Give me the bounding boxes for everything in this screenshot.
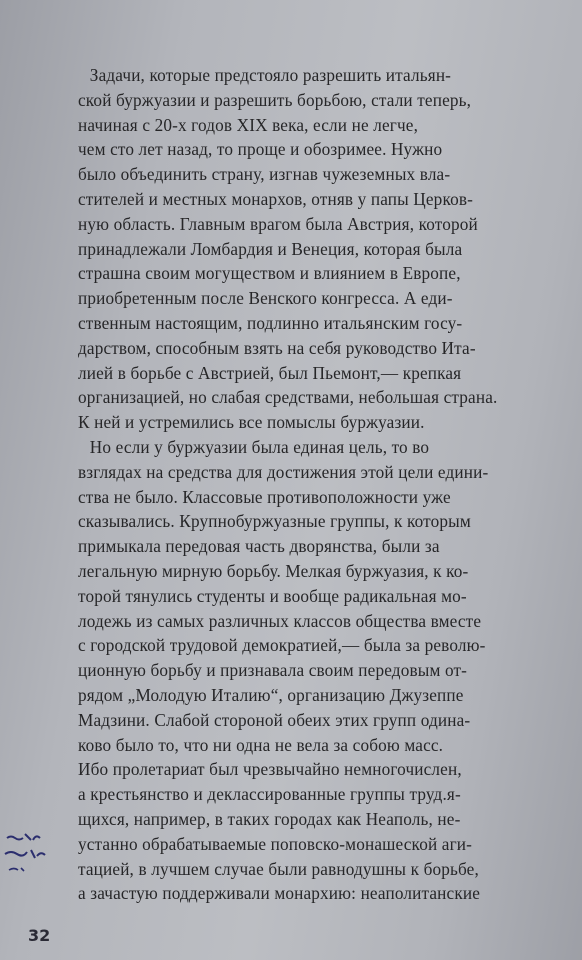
text-line: Задачи, которые предстояло разрешить итальян- bbox=[89, 65, 452, 85]
text-line: сказывались. Крупнобуржуазные группы, к которым bbox=[78, 511, 471, 532]
text-line: лодежь из самых различных классов общества вместе bbox=[78, 610, 482, 631]
text-line: ской буржуазии и разрешить борьбою, стали теперь, bbox=[78, 89, 472, 110]
paragraph bbox=[78, 63, 582, 435]
text-line: стителей и местных монархов, отняв у папы Церков- bbox=[78, 188, 474, 209]
text-line: ково было то, что ни одна не вела за собою масс. bbox=[78, 734, 444, 755]
text-line: Ибо пролетариат был чрезвычайно немногочислен, bbox=[78, 759, 462, 780]
text-line: ства не было. Классовые противоположности уже bbox=[78, 486, 451, 507]
handwritten-margin-note bbox=[3, 826, 73, 886]
text-line: легальную мирную борьбу. Мелкая буржуазия, к ко- bbox=[78, 560, 469, 581]
text-line: страшна своим могуществом и влиянием в Европе, bbox=[78, 263, 461, 284]
text-line: организацией, но слабая средствами, небольшая страна. bbox=[78, 387, 498, 408]
text-line: начиная с 20-х годов XIX века, если не легче, bbox=[78, 114, 419, 135]
text-line: дарством, способным взять на себя руководство Ита- bbox=[78, 337, 476, 358]
text-line: а крестьянство и деклассированные группы труд.я- bbox=[78, 784, 461, 805]
text-line: Мадзини. Слабой стороной обеих этих групп одина- bbox=[78, 709, 471, 730]
text-line: ную область. Главным врагом была Австрия, которой bbox=[78, 213, 478, 234]
text-line: ционную борьбу и признавала своим передовым от- bbox=[78, 660, 468, 681]
paragraph bbox=[78, 435, 582, 906]
text-line: примыкала передовая часть дворянства, были за bbox=[78, 536, 440, 557]
text-line: К ней и устремились все помыслы буржуазии. bbox=[78, 412, 425, 433]
text-line: взглядах на средства для достижения этой цели едини- bbox=[78, 461, 489, 482]
text-line: устанно обрабатываемые поповско-монашеской аги- bbox=[78, 833, 473, 854]
text-line: тацией, в лучшем случае были равнодушны к борьбе, bbox=[78, 858, 479, 879]
text-line: было объединить страну, изгнав чужеземных вла- bbox=[78, 164, 451, 185]
text-line: торой тянулись студенты и вообще радикальная мо- bbox=[78, 585, 467, 606]
page-number: 32 bbox=[28, 926, 51, 945]
text-line: рядом „Молодую Италию“, организацию Джузеппе bbox=[78, 684, 464, 705]
text-line: с городской трудовой демократией,— была за револю- bbox=[78, 635, 486, 656]
text-line: приобретенным после Венского конгресса. А еди- bbox=[78, 288, 453, 309]
body-text bbox=[78, 63, 582, 906]
text-line: лией в борьбе с Австрией, был Пьемонт,— крепкая bbox=[78, 362, 462, 383]
text-line: принадлежали Ломбардия и Венеция, которая была bbox=[78, 238, 463, 259]
text-line: чем сто лет назад, то проще и обозримее. Нужно bbox=[78, 139, 443, 160]
text-line: Но если у буржуазии была единая цель, то во bbox=[89, 436, 430, 457]
text-line: ственным настоящим, подлинно итальянским госу- bbox=[78, 312, 463, 333]
text-line: щихся, например, в таких городах как Неаполь, не- bbox=[78, 808, 461, 829]
text-line: а зачастую поддерживали монархию: неаполитанские bbox=[78, 883, 481, 904]
